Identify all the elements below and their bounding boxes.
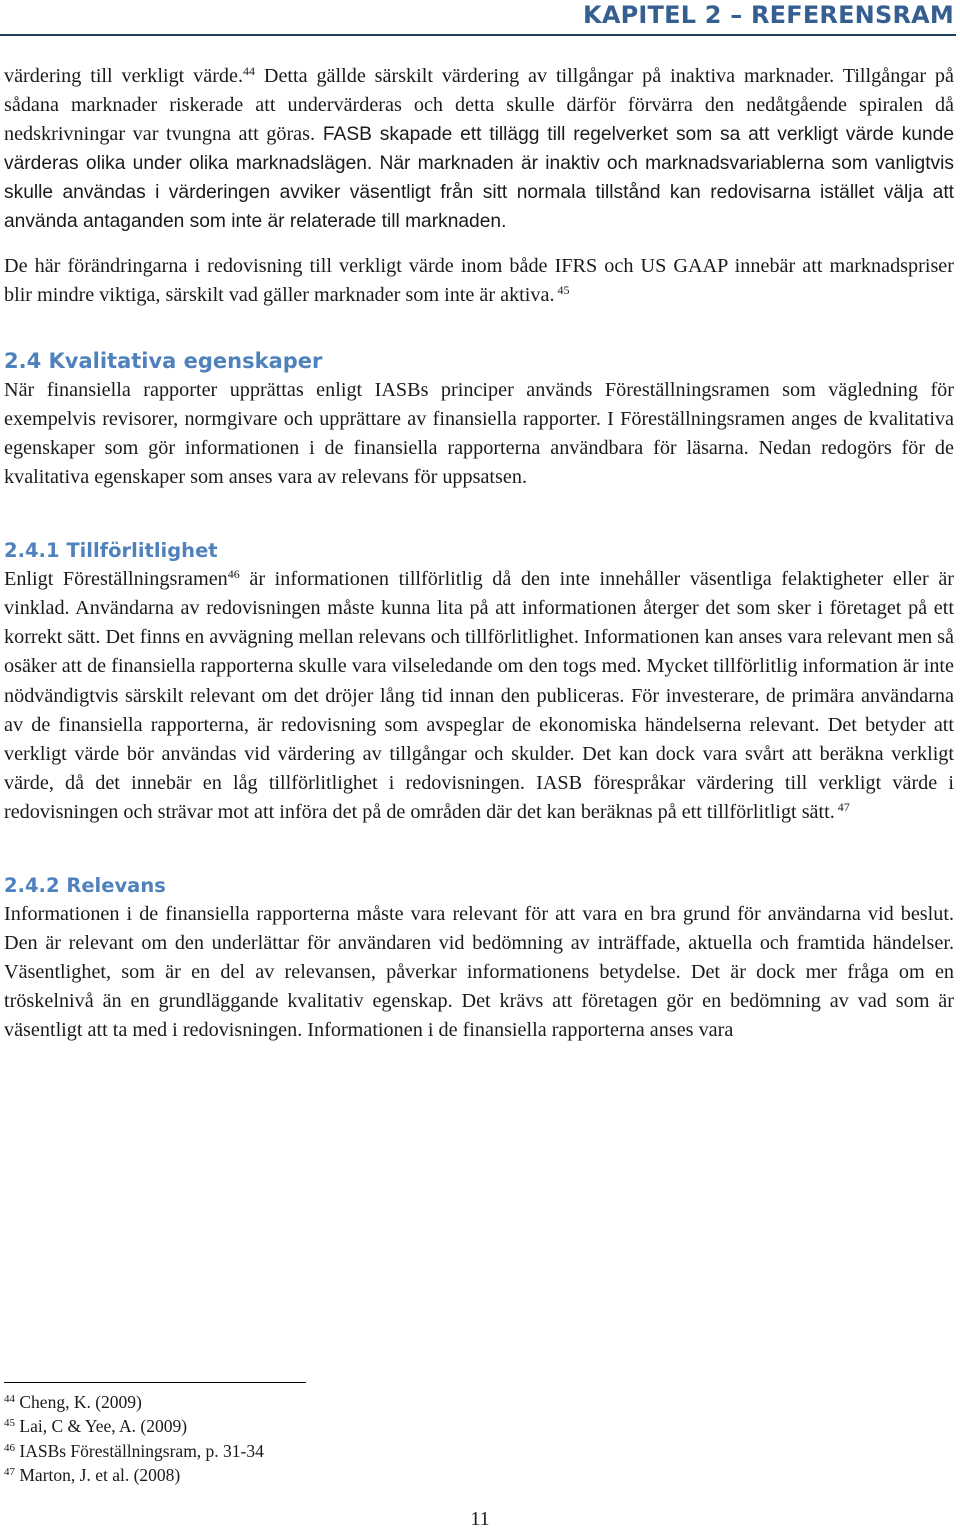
page-number: 11: [470, 1508, 490, 1530]
section-title: Kvalitativa egenskaper: [41, 348, 323, 373]
footnote-47: [4, 1463, 264, 1487]
chapter-title: KAPITEL 2 – REFERENSRAM: [583, 1, 954, 29]
section-number: 2.4: [4, 348, 42, 373]
footnote-text: Cheng, K. (2009): [15, 1392, 142, 1412]
section-2-4-2-paragraph: Informationen i de finansiella rapporterna måste vara relevant för att vara en bra grund för användarna vid beslut. Den är relevant om den underlättar för användaren vid bedömning av inträffade, aktuella och framtida händelser. Väsentlighet, som är en del av relevansen, påverkar informationens betydelse. Det är dock mer fråga om en tröskelnivå än en grundläggande kvalitativ egenskap. Det krävs att företagen gör en bedömning av vad som är väsentligt att ta med i redovisningen. Informationen i de finansiella rapporterna anses vara: [4, 902, 954, 1042]
section-title: Tillförlitlighet: [59, 539, 218, 563]
section-heading-2-4-1: [4, 536, 954, 565]
footnote-46: [4, 1439, 264, 1463]
section-2-4-1-text-b: är informationen tillförlitlig då den inte innehåller väsentliga felaktigheter eller är vinklad. Användarna av redovisningen måste kunna lita på att informationen återger det som sker i företaget på ett korrekt sätt. Det finns en avvägning mellan relevans och tillförlitlighet. Informationen kan anses vara relevant men så osäker att de finansiella rapporterna skulle vara vilseledande om den togs med. Mycket tillförlitlig information är inte nödvändigtvis särskilt relevant om det dröjer lång tid innan den publiceras. För investerare, de primära användarna av de finansiella rapporterna, är redovisning som avspeglar de ekonomiska händelserna relevant. Det betyder att verkligt värde bör användas vid värdering av tillgångar och skulder. Det kan dock vara svårt att beräkna verkligt värde, då det innebär en låg tillförlitlighet i redovisningen. IASB förespråkar värdering till verkligt värde i redovisningen och strävar mot att införa det på de områden där det kan beräknas på ett tillförlitligt sätt.: [4, 568, 954, 823]
footnote-ref-45[interactable]: 45: [554, 282, 570, 297]
section-2-4-1-text-a: Enligt Föreställningsramen: [4, 568, 228, 591]
footnote-ref-46[interactable]: 46: [227, 567, 240, 582]
body-text: [4, 62, 954, 1045]
footnote-44: [4, 1390, 264, 1414]
intro-paragraph-1: [4, 62, 954, 237]
intro-p2-text: De här förändringarna i redovisning till verkligt värde inom både IFRS och US GAAP innebär att marknadspriser blir mindre viktiga, särskilt vad gäller marknader som inte är aktiva.: [4, 254, 954, 306]
section-heading-2-4-2: [4, 871, 954, 900]
chapter-header: [0, 0, 956, 36]
footnotes: [4, 1390, 264, 1487]
section-2-4-paragraph: När finansiella rapporter upprättas enligt IASBs principer används Föreställningsramen som vägledning för exempelvis revisorer, normgivare och upprättare av finansiella rapporter. I Föreställningsramen anges de kvalitativa egenskaper som gör informationen i de finansiella rapporterna användbara för läsarna. Nedan redogörs för de kvalitativa egenskaper som anses vara av relevans för uppsatsen.: [4, 378, 954, 489]
section-number: 2.4.1: [4, 539, 60, 563]
section-title: Relevans: [59, 873, 166, 897]
footnote-number: 47: [4, 1465, 15, 1478]
footnote-text: Marton, J. et al. (2008): [15, 1464, 181, 1485]
intro-paragraph-2: [4, 252, 954, 310]
section-number: 2.4.2: [4, 873, 60, 897]
footnote-separator: [4, 1382, 306, 1383]
intro-text-b: Detta gällde särskilt värdering av tillgångar på inaktiva marknader. Tillgångar på sådana marknader riskerade att undervärderas och detta skulle därför förvärra den nedåtgående spiralen då nedskrivningar var tvungna att göras.: [4, 65, 954, 146]
section-heading-2-4: [4, 346, 954, 376]
intro-text-c: FASB skapade ett tillägg till regelverket som sa att verkligt värde kunde värderas olika under olika marknadslägen. När marknaden är inaktiv och marknadsvariablerna som vanligtvis skulle användas i värderingen avviker väsentligt från sitt normala tillstånd kan redovisarna istället välja att använda antaganden som inte är relaterade till marknaden.: [4, 124, 954, 233]
footnote-45: [4, 1414, 264, 1438]
footnote-number: 45: [4, 1417, 15, 1430]
footnote-text: Lai, C & Yee, A. (2009): [15, 1416, 188, 1437]
footnote-text: IASBs Föreställningsram, p. 31-34: [15, 1440, 264, 1461]
footnote-number: 44: [4, 1393, 15, 1405]
intro-text-a: värdering till verkligt värde.: [4, 65, 244, 87]
footnote-ref-44[interactable]: 44: [243, 64, 256, 78]
footnote-number: 46: [4, 1441, 15, 1454]
section-2-4-1-paragraph: [4, 565, 954, 827]
footnote-ref-47[interactable]: 47: [834, 799, 850, 814]
